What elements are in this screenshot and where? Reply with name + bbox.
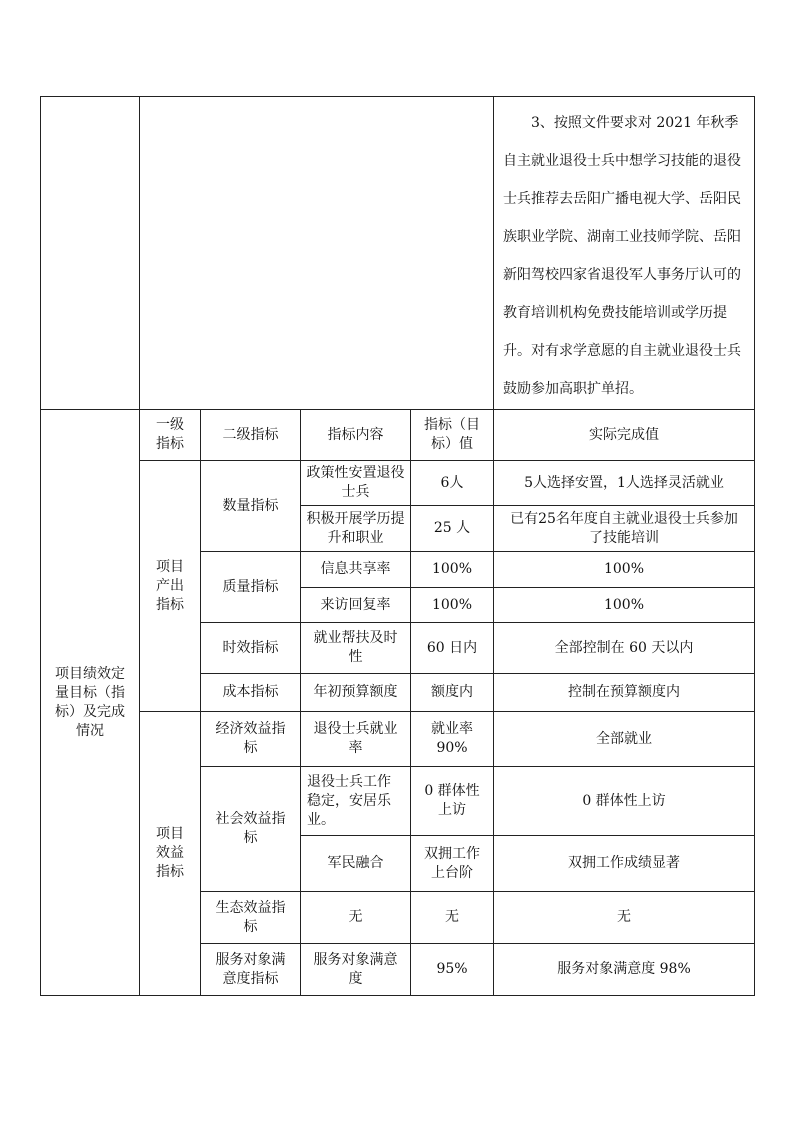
social-target-1: 0 群体性上访 [410,766,494,836]
timeliness-target: 60 日内 [410,622,494,674]
quality-actual-1: 100% [493,551,755,588]
quantity-target-1: 6人 [410,460,494,506]
social-content-1: 退役士兵工作稳定，安居乐业。 [300,766,411,836]
quantity-level2: 数量指标 [200,460,301,552]
header-target: 指标（目标）值 [410,409,494,461]
social-level2: 社会效益指标 [200,766,301,892]
satisfaction-target: 95% [410,943,494,996]
section-label: 项目绩效定量目标（指标）及完成情况 [40,409,140,996]
quality-target-2: 100% [410,587,494,623]
economic-target: 就业率90% [410,711,494,767]
quality-target-1: 100% [410,551,494,588]
header-content: 指标内容 [300,409,411,461]
quantity-target-2: 25 人 [410,505,494,552]
top-blank-cell-1 [40,96,140,410]
group-benefit: 项目效益指标 [139,711,201,996]
cost-actual: 控制在预算额度内 [493,673,755,712]
ecological-content: 无 [300,891,411,944]
satisfaction-actual: 服务对象满意度 98% [493,943,755,996]
social-content-2: 军民融合 [300,835,411,892]
quality-content-2: 来访回复率 [300,587,411,623]
paragraph-line: 升。对有求学意愿的自主就业退役士兵 [503,343,741,359]
social-actual-2: 双拥工作成绩显著 [493,835,755,892]
ecological-target: 无 [410,891,494,944]
top-paragraph [493,96,755,410]
ecological-level2: 生态效益指标 [200,891,301,944]
economic-actual: 全部就业 [493,711,755,767]
paragraph-line: 士兵推荐去岳阳广播电视大学、岳阳民 [503,191,741,207]
paragraph-line: 鼓励参加高职扩单招。 [503,381,643,397]
quantity-content-2: 积极开展学历提升和职业 [300,505,411,552]
satisfaction-level2: 服务对象满意度指标 [200,943,301,996]
timeliness-level2: 时效指标 [200,622,301,674]
social-target-2: 双拥工作上台阶 [410,835,494,892]
group-output: 项目产出指标 [139,460,201,712]
quantity-actual-1: 5人选择安置，1人选择灵活就业 [493,460,755,506]
timeliness-actual: 全部控制在 60 天以内 [493,622,755,674]
quantity-actual-2: 已有25名年度自主就业退役士兵参加了技能培训 [493,505,755,552]
social-actual-1: 0 群体性上访 [493,766,755,836]
cost-level2: 成本指标 [200,673,301,712]
economic-level2: 经济效益指标 [200,711,301,767]
paragraph-line: 新阳驾校四家省退役军人事务厅认可的 [503,267,741,283]
header-level2: 二级指标 [200,409,301,461]
ecological-actual: 无 [493,891,755,944]
paragraph-line: 族职业学院、湖南工业技师学院、岳阳 [503,229,741,245]
timeliness-content: 就业帮扶及时性 [300,622,411,674]
top-blank-cell-2 [139,96,494,410]
economic-content: 退役士兵就业率 [300,711,411,767]
paragraph-line: 3、按照文件要求对 2021 年秋季 [531,115,739,131]
quality-actual-2: 100% [493,587,755,623]
paragraph-line: 教育培训机构免费技能培训或学历提 [503,305,727,321]
cost-target: 额度内 [410,673,494,712]
performance-table [40,96,755,996]
quality-level2: 质量指标 [200,551,301,623]
header-actual: 实际完成值 [493,409,755,461]
paragraph-line: 自主就业退役士兵中想学习技能的退役 [503,153,741,169]
satisfaction-content: 服务对象满意度 [300,943,411,996]
cost-content: 年初预算额度 [300,673,411,712]
quantity-content-1: 政策性安置退役士兵 [300,460,411,506]
quality-content-1: 信息共享率 [300,551,411,588]
header-level1: 一级指标 [139,409,201,461]
